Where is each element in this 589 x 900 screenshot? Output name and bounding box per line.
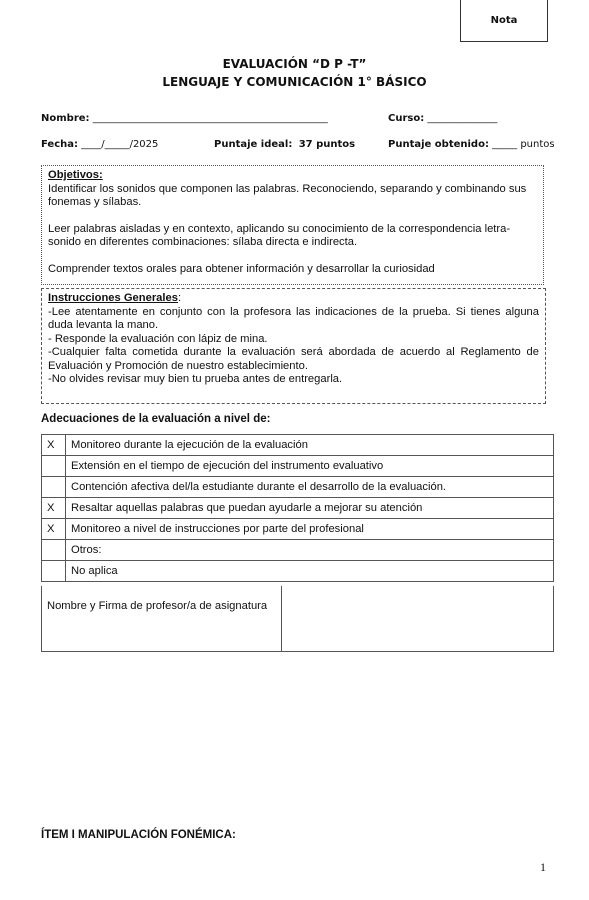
instruccion-item: -No olvides revisar muy bien tu prueba antes de entregarla. [48, 373, 343, 385]
puntaje-obtenido-value: _____ puntos [492, 139, 555, 150]
mark-cell[interactable] [42, 561, 66, 582]
puntaje-ideal-value: 37 puntos [298, 139, 356, 150]
table-row [42, 519, 554, 540]
table-row [42, 586, 554, 652]
adecuacion-text: Resaltar aquellas palabras que puedan ayudarle a mejorar su atención [66, 498, 554, 519]
mark-cell[interactable]: X [42, 498, 66, 519]
adecuacion-text: No aplica [66, 561, 554, 582]
page-number: 1 [540, 860, 546, 874]
title-line-2: LENGUAJE Y COMUNICACIÓN 1° BÁSICO [162, 75, 427, 89]
nombre-field[interactable] [41, 113, 328, 124]
firma-label: Nombre y Firma de profesor/a de asignatura [42, 586, 282, 652]
adecuacion-text: Monitoreo a nivel de instrucciones por parte del profesional [66, 519, 554, 540]
adecuaciones-table [41, 434, 554, 582]
objetivos-heading: Objetivos: [48, 169, 103, 181]
fecha-field[interactable] [41, 139, 158, 150]
firma-field[interactable] [282, 586, 554, 652]
title-line-1: EVALUACIÓN “D P -T” [222, 57, 367, 71]
puntaje-ideal-label: Puntaje ideal: [214, 139, 293, 150]
table-row [42, 435, 554, 456]
nota-box[interactable] [460, 0, 548, 42]
objetivo-item: Leer palabras aisladas y en contexto, aplicando su conocimiento de la correspondencia letra-sonido en diferentes combinaciones: sílaba directa e indirecta. [48, 222, 511, 248]
objetivos-box [41, 165, 544, 285]
curso-blank: ______________ [427, 113, 498, 124]
table-row [42, 561, 554, 582]
instrucciones-colon: : [177, 292, 182, 304]
curso-field[interactable] [388, 113, 497, 124]
nota-label: Nota [490, 15, 518, 26]
nombre-blank: _______________________________________________ [92, 113, 328, 124]
adecuacion-text: Contención afectiva del/la estudiante durante el desarrollo de la evaluación. [66, 477, 554, 498]
fecha-value: ____/_____/2025 [81, 139, 159, 150]
table-row [42, 498, 554, 519]
mark-cell[interactable]: X [42, 519, 66, 540]
table-row [42, 540, 554, 561]
instruccion-item: -Cualquier falta cometida durante la evaluación será abordada de acuerdo al Reglamento de Evaluación y Promoción de nuestro establecimiento. [48, 346, 539, 372]
mark-cell[interactable] [42, 477, 66, 498]
instruccion-item: -Lee atentamente en conjunto con la profesora las indicaciones de la prueba. Si tienes alguna duda levanta la mano. [48, 305, 539, 331]
instruccion-item: - Responde la evaluación con lápiz de mina. [48, 332, 268, 345]
instrucciones-box [41, 288, 546, 404]
adecuacion-text: Monitoreo durante la ejecución de la evaluación [66, 435, 554, 456]
adecuaciones-heading: Adecuaciones de la evaluación a nivel de: [41, 413, 271, 425]
puntaje-obtenido-label: Puntaje obtenido: [388, 139, 489, 150]
adecuacion-text: Otros: [66, 540, 554, 561]
adecuacion-text: Extensión en el tiempo de ejecución del instrumento evaluativo [66, 456, 554, 477]
objetivo-item: Identificar los sonidos que componen las palabras. Reconociendo, separando y combinando sus fonemas y sílabas. [48, 182, 527, 208]
mark-cell[interactable]: X [42, 435, 66, 456]
nombre-label: Nombre: [41, 113, 90, 124]
puntaje-obtenido-field[interactable] [388, 139, 555, 150]
instrucciones-heading: Instrucciones Generales [48, 292, 178, 304]
firma-table [41, 586, 554, 652]
table-row [42, 477, 554, 498]
table-row [42, 456, 554, 477]
mark-cell[interactable] [42, 456, 66, 477]
fecha-label: Fecha: [41, 139, 79, 150]
item1-heading: ÍTEM I MANIPULACIÓN FONÉMICA: [41, 829, 236, 841]
objetivo-item: Comprender textos orales para obtener información y desarrollar la curiosidad [48, 262, 435, 275]
puntaje-ideal [214, 139, 355, 150]
mark-cell[interactable] [42, 540, 66, 561]
curso-label: Curso: [388, 113, 425, 124]
